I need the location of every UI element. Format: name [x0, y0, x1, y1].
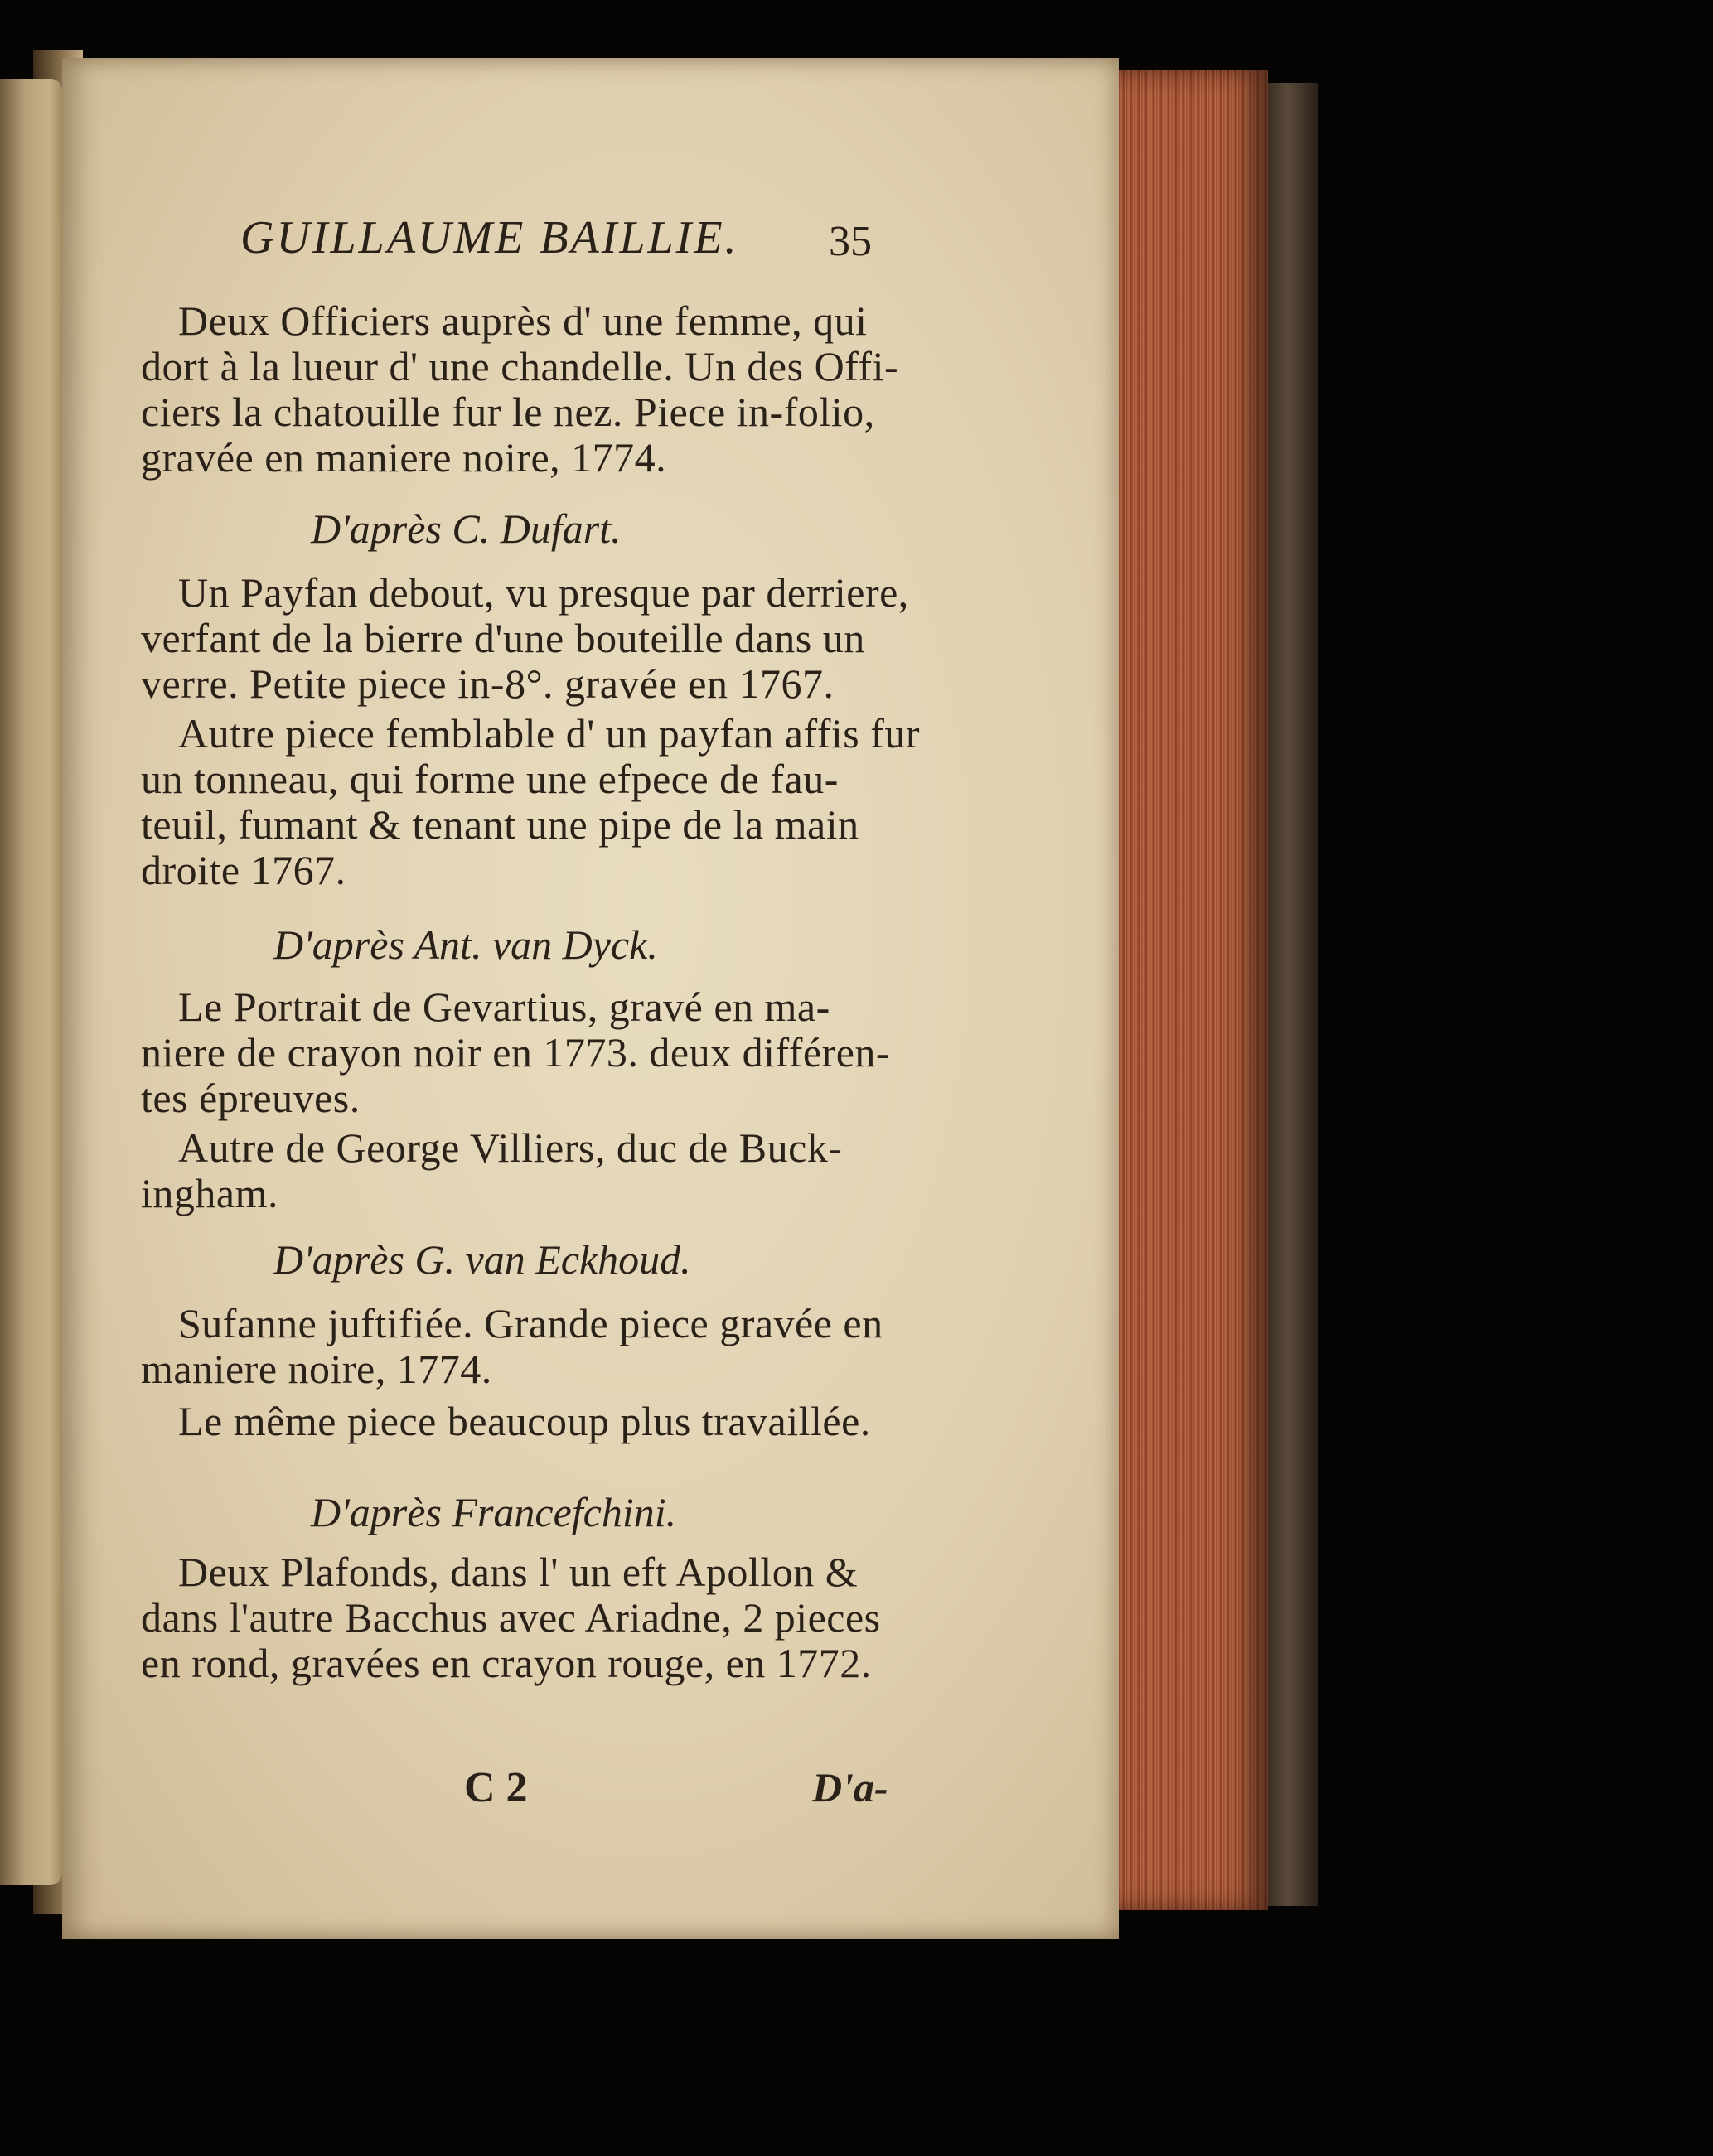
text-line: gravée en maniere noire, 1774.: [141, 434, 667, 481]
text-line: dort à la lueur d' une chandelle. Un des Offi-: [141, 343, 899, 389]
text-line: Le Portrait de Gevartius, gravé en ma-: [178, 984, 830, 1030]
text-line: maniere noire, 1774.: [141, 1346, 492, 1392]
section-heading: D'après Ant. van Dyck.: [273, 921, 658, 968]
text-line: verre. Petite piece in-8°. gravée en 1767.: [141, 660, 835, 707]
text-line: Le même piece beaucoup plus travaillée.: [178, 1398, 871, 1444]
section-heading: D'après Francefchini.: [311, 1489, 677, 1535]
left-page-edge: [0, 79, 62, 1885]
text-line: droite 1767.: [141, 847, 346, 893]
text-line: Autre piece femblable d' un payfan affis fur: [178, 710, 920, 757]
text-line: ingham.: [141, 1170, 278, 1216]
text-line: Deux Officiers auprès d' une femme, qui: [178, 297, 868, 344]
text-line: Un Payfan debout, vu presque par derriere,: [178, 569, 909, 616]
text-line: niere de crayon noir en 1773. deux différen-: [141, 1029, 891, 1076]
page-fore-edge: [1119, 70, 1268, 1910]
text-line: Sufanne juftifiée. Grande piece gravée en: [178, 1300, 883, 1346]
text-line: teuil, fumant & tenant une pipe de la main: [141, 801, 859, 848]
text-line: tes épreuves.: [141, 1075, 361, 1121]
text-line: un tonneau, qui forme une efpece de fau-: [141, 756, 839, 802]
text-line: ciers la chatouille fur le nez. Piece in-folio,: [141, 389, 875, 435]
section-heading: D'après C. Dufart.: [311, 505, 622, 552]
page-number: 35: [829, 218, 872, 265]
catchword: D'a-: [812, 1764, 888, 1810]
signature-mark: C 2: [464, 1764, 528, 1811]
running-title: GUILLAUME BAILLIE.: [240, 212, 739, 263]
text-line: dans l'autre Bacchus avec Ariadne, 2 pieces: [141, 1594, 881, 1641]
text-line: verfant de la bierre d'une bouteille dans un: [141, 615, 865, 661]
text-line: Autre de George Villiers, duc de Buck-: [178, 1124, 843, 1171]
section-heading: D'après G. van Eckhoud.: [273, 1236, 691, 1283]
text-line: Deux Plafonds, dans l' un eft Apollon &: [178, 1549, 859, 1595]
text-line: en rond, gravées en crayon rouge, en 1772.: [141, 1640, 872, 1686]
cover-edge: [1268, 83, 1318, 1906]
